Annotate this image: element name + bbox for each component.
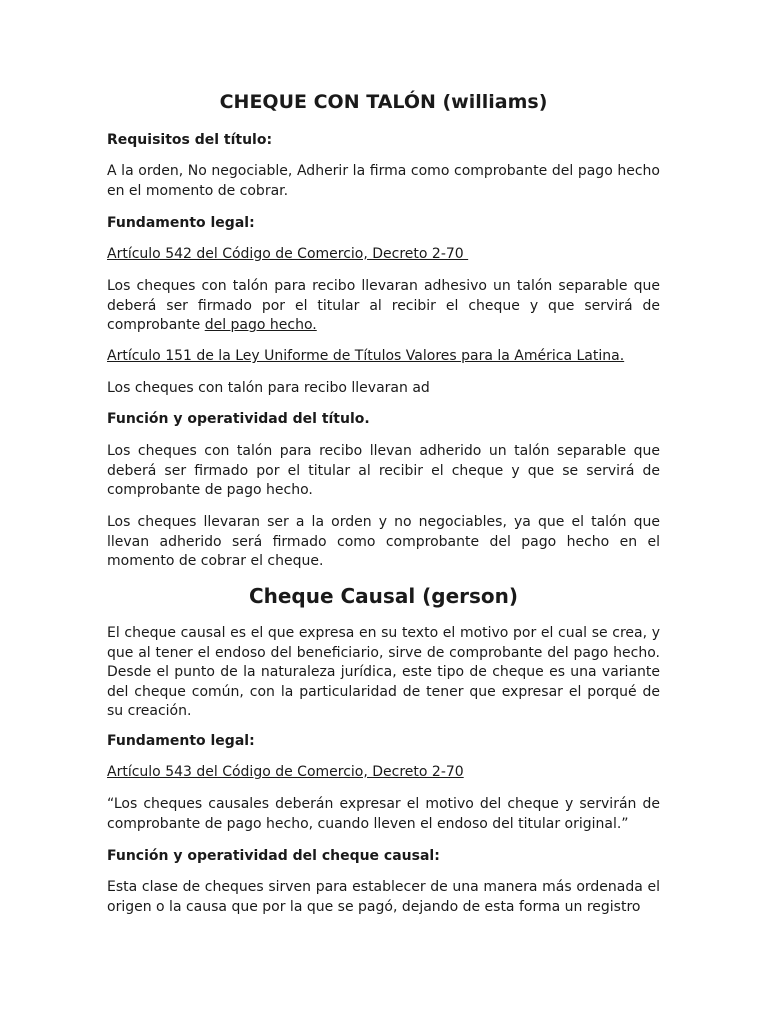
- link-articulo-151[interactable]: Artículo 151 de la Ley Uniforme de Títulos Valores para la América Latina.: [107, 348, 625, 364]
- heading-requisitos: Requisitos del título:: [107, 132, 273, 148]
- underlined-pago-hecho: del pago hecho.: [204, 317, 317, 333]
- section-title-cheque-causal: Cheque Causal (gerson): [248, 584, 519, 608]
- paragraph-articulo-542: [107, 277, 660, 336]
- link-articulo-543[interactable]: Artículo 543 del Código de Comercio, Decreto 2-70: [107, 764, 464, 780]
- paragraph-requisitos: A la orden, No negociable, Adherir la firma como comprobante del pago hecho en el momento de cobrar.: [107, 163, 660, 199]
- paragraph-funcion-2: Los cheques llevaran ser a la orden y no negociables, ya que el talón que llevan adherido será firmado como comprobante del pago hecho en el momento de cobrar el cheque.: [107, 514, 660, 569]
- heading-funcion-cheque-causal: Función y operatividad del cheque causal:: [107, 848, 440, 864]
- link-articulo-542[interactable]: Artículo 542 del Código de Comercio, Decreto 2-70: [107, 246, 469, 262]
- heading-fundamento-legal-1: Fundamento legal:: [107, 215, 255, 231]
- paragraph-cheque-causal-intro: El cheque causal es el que expresa en su texto el motivo por el cual se crea, y que al tener el endoso del beneficiario, sirve de comprobante del pago hecho. Desde el punto de la naturaleza jurídica, este tipo de cheque es una variante del cheque común, con la particularidad de tener que expresar el porqué de su creación.: [107, 625, 660, 719]
- heading-funcion-titulo: Función y operatividad del título.: [107, 411, 370, 427]
- heading-fundamento-legal-2: Fundamento legal:: [107, 733, 255, 749]
- paragraph-articulo-543: “Los cheques causales deberán expresar el motivo del cheque y servirán de comprobante de pago hecho, cuando lleven el endoso del titular original.”: [107, 796, 660, 832]
- paragraph-funcion-cheque-causal: Esta clase de cheques sirven para establecer de una manera más ordenada el origen o la causa que por la que se pagó, dejando de esta forma un registro: [107, 879, 660, 915]
- paragraph-articulo-151: Los cheques con talón para recibo llevaran ad: [107, 380, 430, 396]
- paragraph-funcion-1: Los cheques con talón para recibo llevan adherido un talón separable que deberá ser firmado por el titular al recibir el cheque y que se servirá de comprobante de pago hecho.: [107, 443, 660, 498]
- paragraph-articulo-542-text: Los cheques con talón para recibo llevaran adhesivo un talón separable que deberá ser firmado por el titular al recibir el cheque y que servirá de comprobante: [107, 278, 660, 333]
- section-title-cheque-con-talon: CHEQUE CON TALÓN (williams): [219, 91, 548, 113]
